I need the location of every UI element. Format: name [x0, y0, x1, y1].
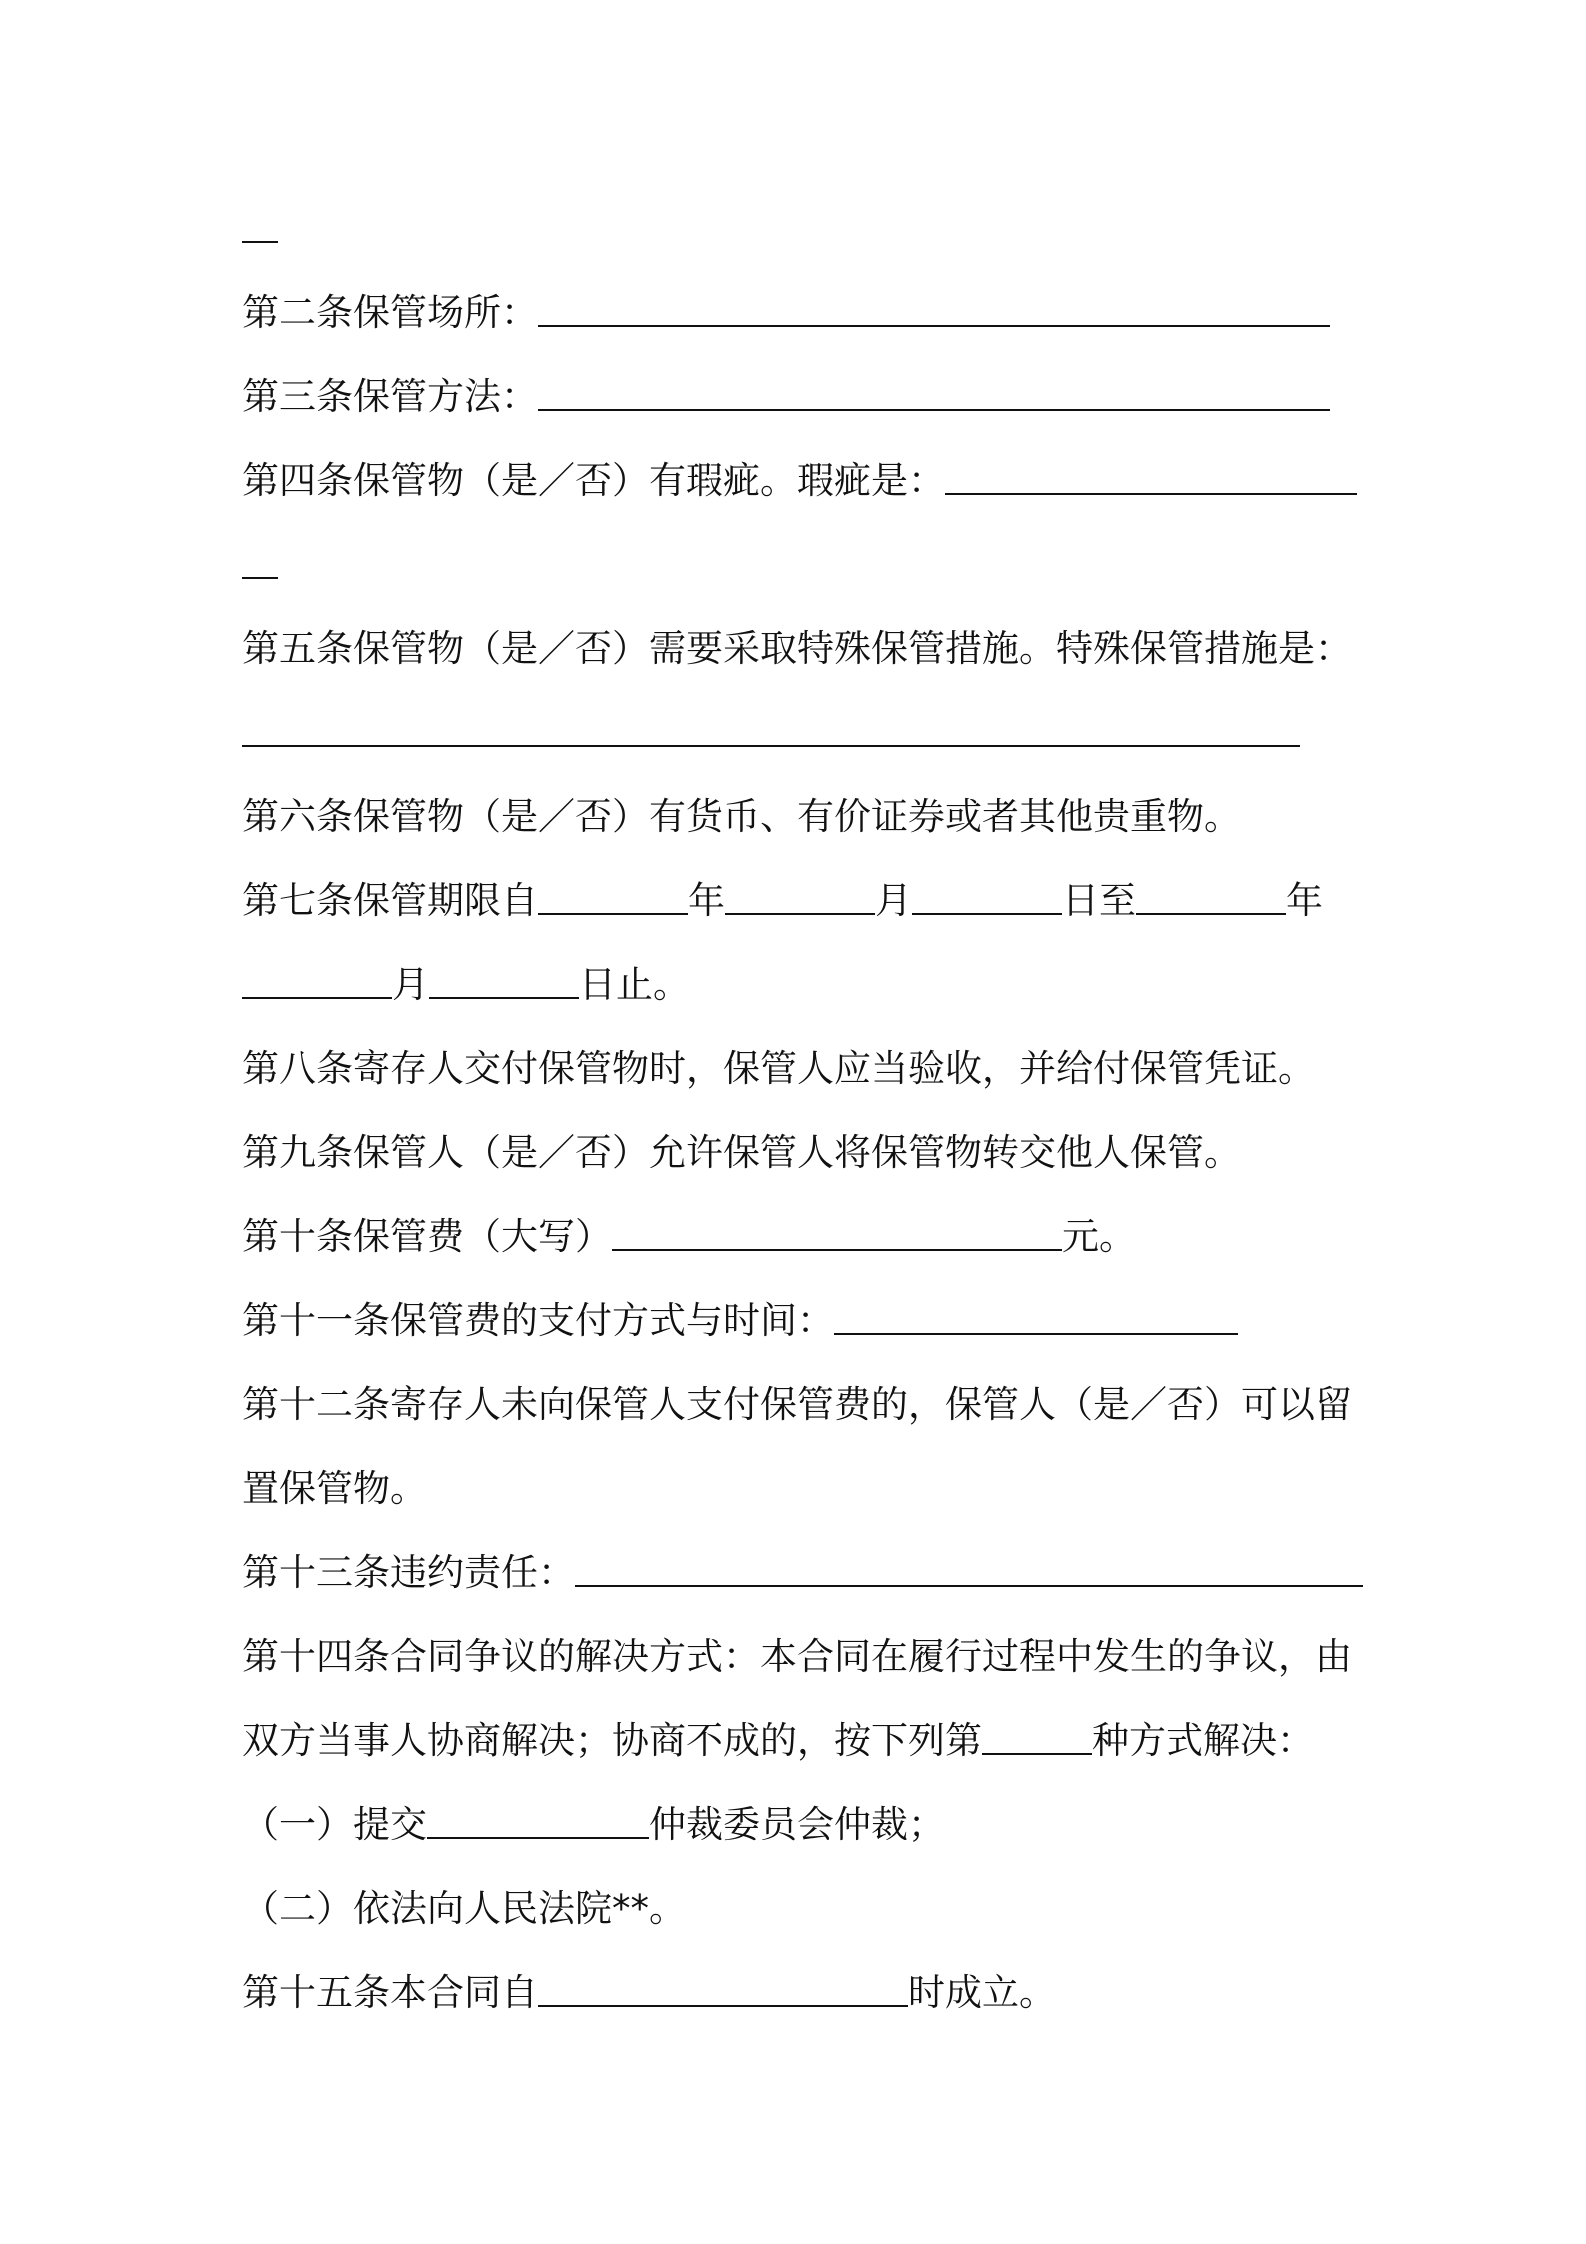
article-8-text: 第八条寄存人交付保管物时，保管人应当验收，并给付保管凭证。: [242, 1047, 1315, 1090]
article-5-special-measures: [242, 612, 1352, 672]
blank-end-day[interactable]: [429, 997, 579, 999]
blank-storage-method[interactable]: [538, 409, 1330, 411]
option-1-text-end: 仲裁委员会仲裁；: [649, 1803, 945, 1846]
article-8-delivery: [242, 1032, 1315, 1092]
option-2-text: （二）依法向人民法院**。: [242, 1887, 686, 1930]
article-12-text: 第十二条寄存人未向保管人支付保管费的，保管人（是／否）可以留: [242, 1383, 1352, 1426]
label-yuan: 元。: [1062, 1215, 1136, 1258]
article-15-effective: [242, 1956, 1056, 2016]
article-12-lien: [242, 1368, 1352, 1428]
blank-special-measures[interactable]: [242, 745, 1300, 747]
article-6-text: 第六条保管物（是／否）有货币、有价证券或者其他贵重物。: [242, 795, 1241, 838]
article-10-text: 第十条保管费（大写）: [242, 1215, 612, 1258]
label-year: 年: [1286, 879, 1323, 922]
article-4-text: 第四条保管物（是／否）有瑕疵。瑕疵是：: [242, 459, 945, 502]
article-14-disputes: [242, 1620, 1352, 1680]
blank-liability[interactable]: [575, 1585, 1363, 1587]
line-special-measures-blank: [242, 696, 1300, 756]
blank-defects-continued[interactable]: [242, 577, 278, 579]
option-arbitration: [242, 1788, 945, 1848]
label-year: 年: [688, 879, 725, 922]
blank-resolution-option[interactable]: [982, 1753, 1092, 1755]
article-10-fee: [242, 1200, 1136, 1260]
article-14-text-end: 种方式解决：: [1092, 1719, 1314, 1762]
blank-arbitration-committee[interactable]: [427, 1837, 649, 1839]
line-continuation-2: [242, 528, 278, 588]
article-7-storage-period-end: [242, 948, 690, 1008]
label-day-to: 日至: [1062, 879, 1136, 922]
blank-effective-time[interactable]: [538, 2005, 908, 2007]
article-7-storage-period: [242, 864, 1323, 924]
article-11-text: 第十一条保管费的支付方式与时间：: [242, 1299, 834, 1342]
article-9-text: 第九条保管人（是／否）允许保管人将保管物转交他人保管。: [242, 1131, 1241, 1174]
article-14-text: 第十四条合同争议的解决方式：本合同在履行过程中发生的争议，由: [242, 1635, 1352, 1678]
blank-start-year[interactable]: [538, 913, 688, 915]
article-13-liability: [242, 1536, 1363, 1596]
label-month: 月: [875, 879, 912, 922]
article-15-text: 第十五条本合同自: [242, 1971, 538, 2014]
blank-storage-place[interactable]: [538, 325, 1330, 327]
blank-continuation[interactable]: [242, 241, 278, 243]
article-5-text: 第五条保管物（是／否）需要采取特殊保管措施。特殊保管措施是：: [242, 627, 1352, 670]
blank-start-day[interactable]: [912, 913, 1062, 915]
blank-defects[interactable]: [945, 493, 1357, 495]
article-3-text: 第三条保管方法：: [242, 375, 538, 418]
blank-end-year[interactable]: [1136, 913, 1286, 915]
label-month: 月: [392, 963, 429, 1006]
option-1-text: （一）提交: [242, 1803, 427, 1846]
article-4-defects: [242, 444, 1357, 504]
article-2-text: 第二条保管场所：: [242, 291, 538, 334]
blank-start-month[interactable]: [725, 913, 875, 915]
article-3-storage-method: [242, 360, 1330, 420]
article-7-text: 第七条保管期限自: [242, 879, 538, 922]
line-continuation-1: [242, 192, 278, 252]
article-9-transfer: [242, 1116, 1241, 1176]
article-6-valuables: [242, 780, 1241, 840]
label-day-end: 日止。: [579, 963, 690, 1006]
article-12-text-continued: 置保管物。: [242, 1467, 427, 1510]
article-2-storage-place: [242, 276, 1330, 336]
blank-payment-method[interactable]: [834, 1333, 1238, 1335]
article-13-text: 第十三条违约责任：: [242, 1551, 575, 1594]
article-12-lien-continued: [242, 1452, 427, 1512]
article-11-payment: [242, 1284, 1238, 1344]
article-14-text-continued: 双方当事人协商解决；协商不成的，按下列第: [242, 1719, 982, 1762]
article-14-disputes-continued: [242, 1704, 1314, 1764]
blank-fee-amount[interactable]: [612, 1249, 1062, 1251]
blank-end-month[interactable]: [242, 997, 392, 999]
option-court: [242, 1872, 686, 1932]
article-15-text-end: 时成立。: [908, 1971, 1056, 2014]
